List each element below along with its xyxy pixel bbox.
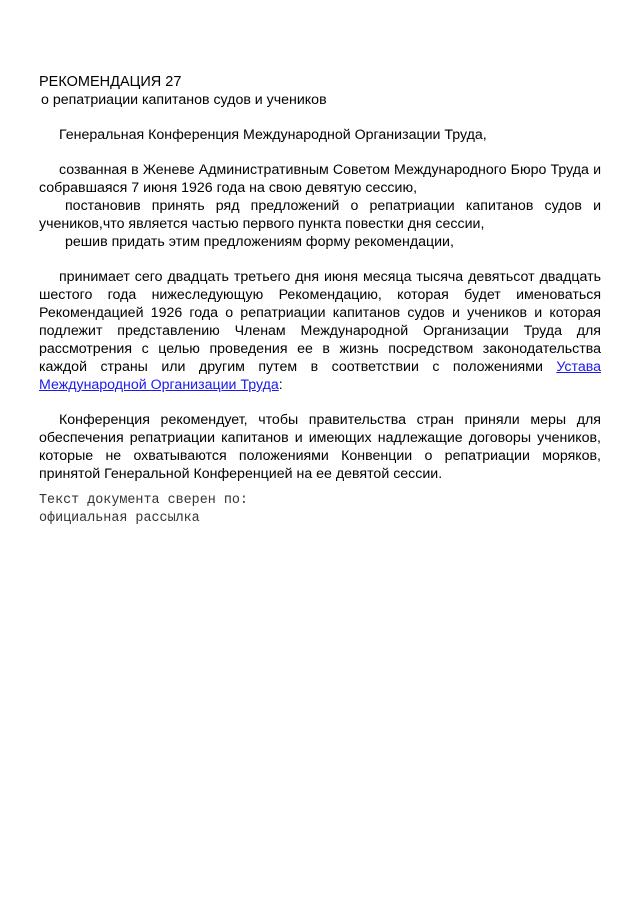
ilo-constitution-link[interactable]: Устава Международной Организации Труда [39, 359, 601, 393]
recommendation-paragraph: Конференция рекомендует, чтобы правительства стран приняли меры для обеспечения репатриации капитанов и имеющих надлежащие договоры учеников, которые не охватываются положениями Конвенции о репатриации моряков, принятой Генеральной Конференцией на ее девятой сессии. [39, 412, 601, 482]
considering-paragraph-3: решив придать этим предложениям форму рекомендации, [65, 234, 454, 250]
adoption-paragraph [39, 268, 601, 394]
document-body [39, 73, 601, 528]
adoption-text: принимает сего двадцать третьего дня июня месяца тысяча девятьсот двадцать шестого года нижеследующую Рекомендацию, которая будет именоваться Рекомендацией 1926 года о репатриации капитанов судов и учеников и которая подлежит представлению Членам Международной Организации Труда для рассмотрения с целью проведения ее в жизнь посредством законодательства каждой страны или другим путем в соответствии с положениями [39, 269, 601, 375]
source-note [39, 492, 601, 528]
preamble-author: Генеральная Конференция Международной Организации Труда, [59, 127, 487, 143]
considering-paragraph-2: постановив принять ряд предложений о репатриации капитанов судов и учеников,что является частью первого пункта повестки дня сессии, [39, 198, 601, 232]
source-value: официальная рассылка [39, 511, 200, 526]
considering-paragraph-1: созванная в Женеве Административным Советом Международного Бюро Труда и собравшаяся 7 июня 1926 года на свою девятую сессию, [39, 162, 601, 196]
document-subtitle: о репатриации капитанов судов и учеников [41, 92, 327, 108]
adoption-end: : [278, 377, 283, 393]
source-label: Текст документа сверен по: [39, 493, 248, 508]
document-title: РЕКОМЕНДАЦИЯ 27 [39, 74, 182, 90]
